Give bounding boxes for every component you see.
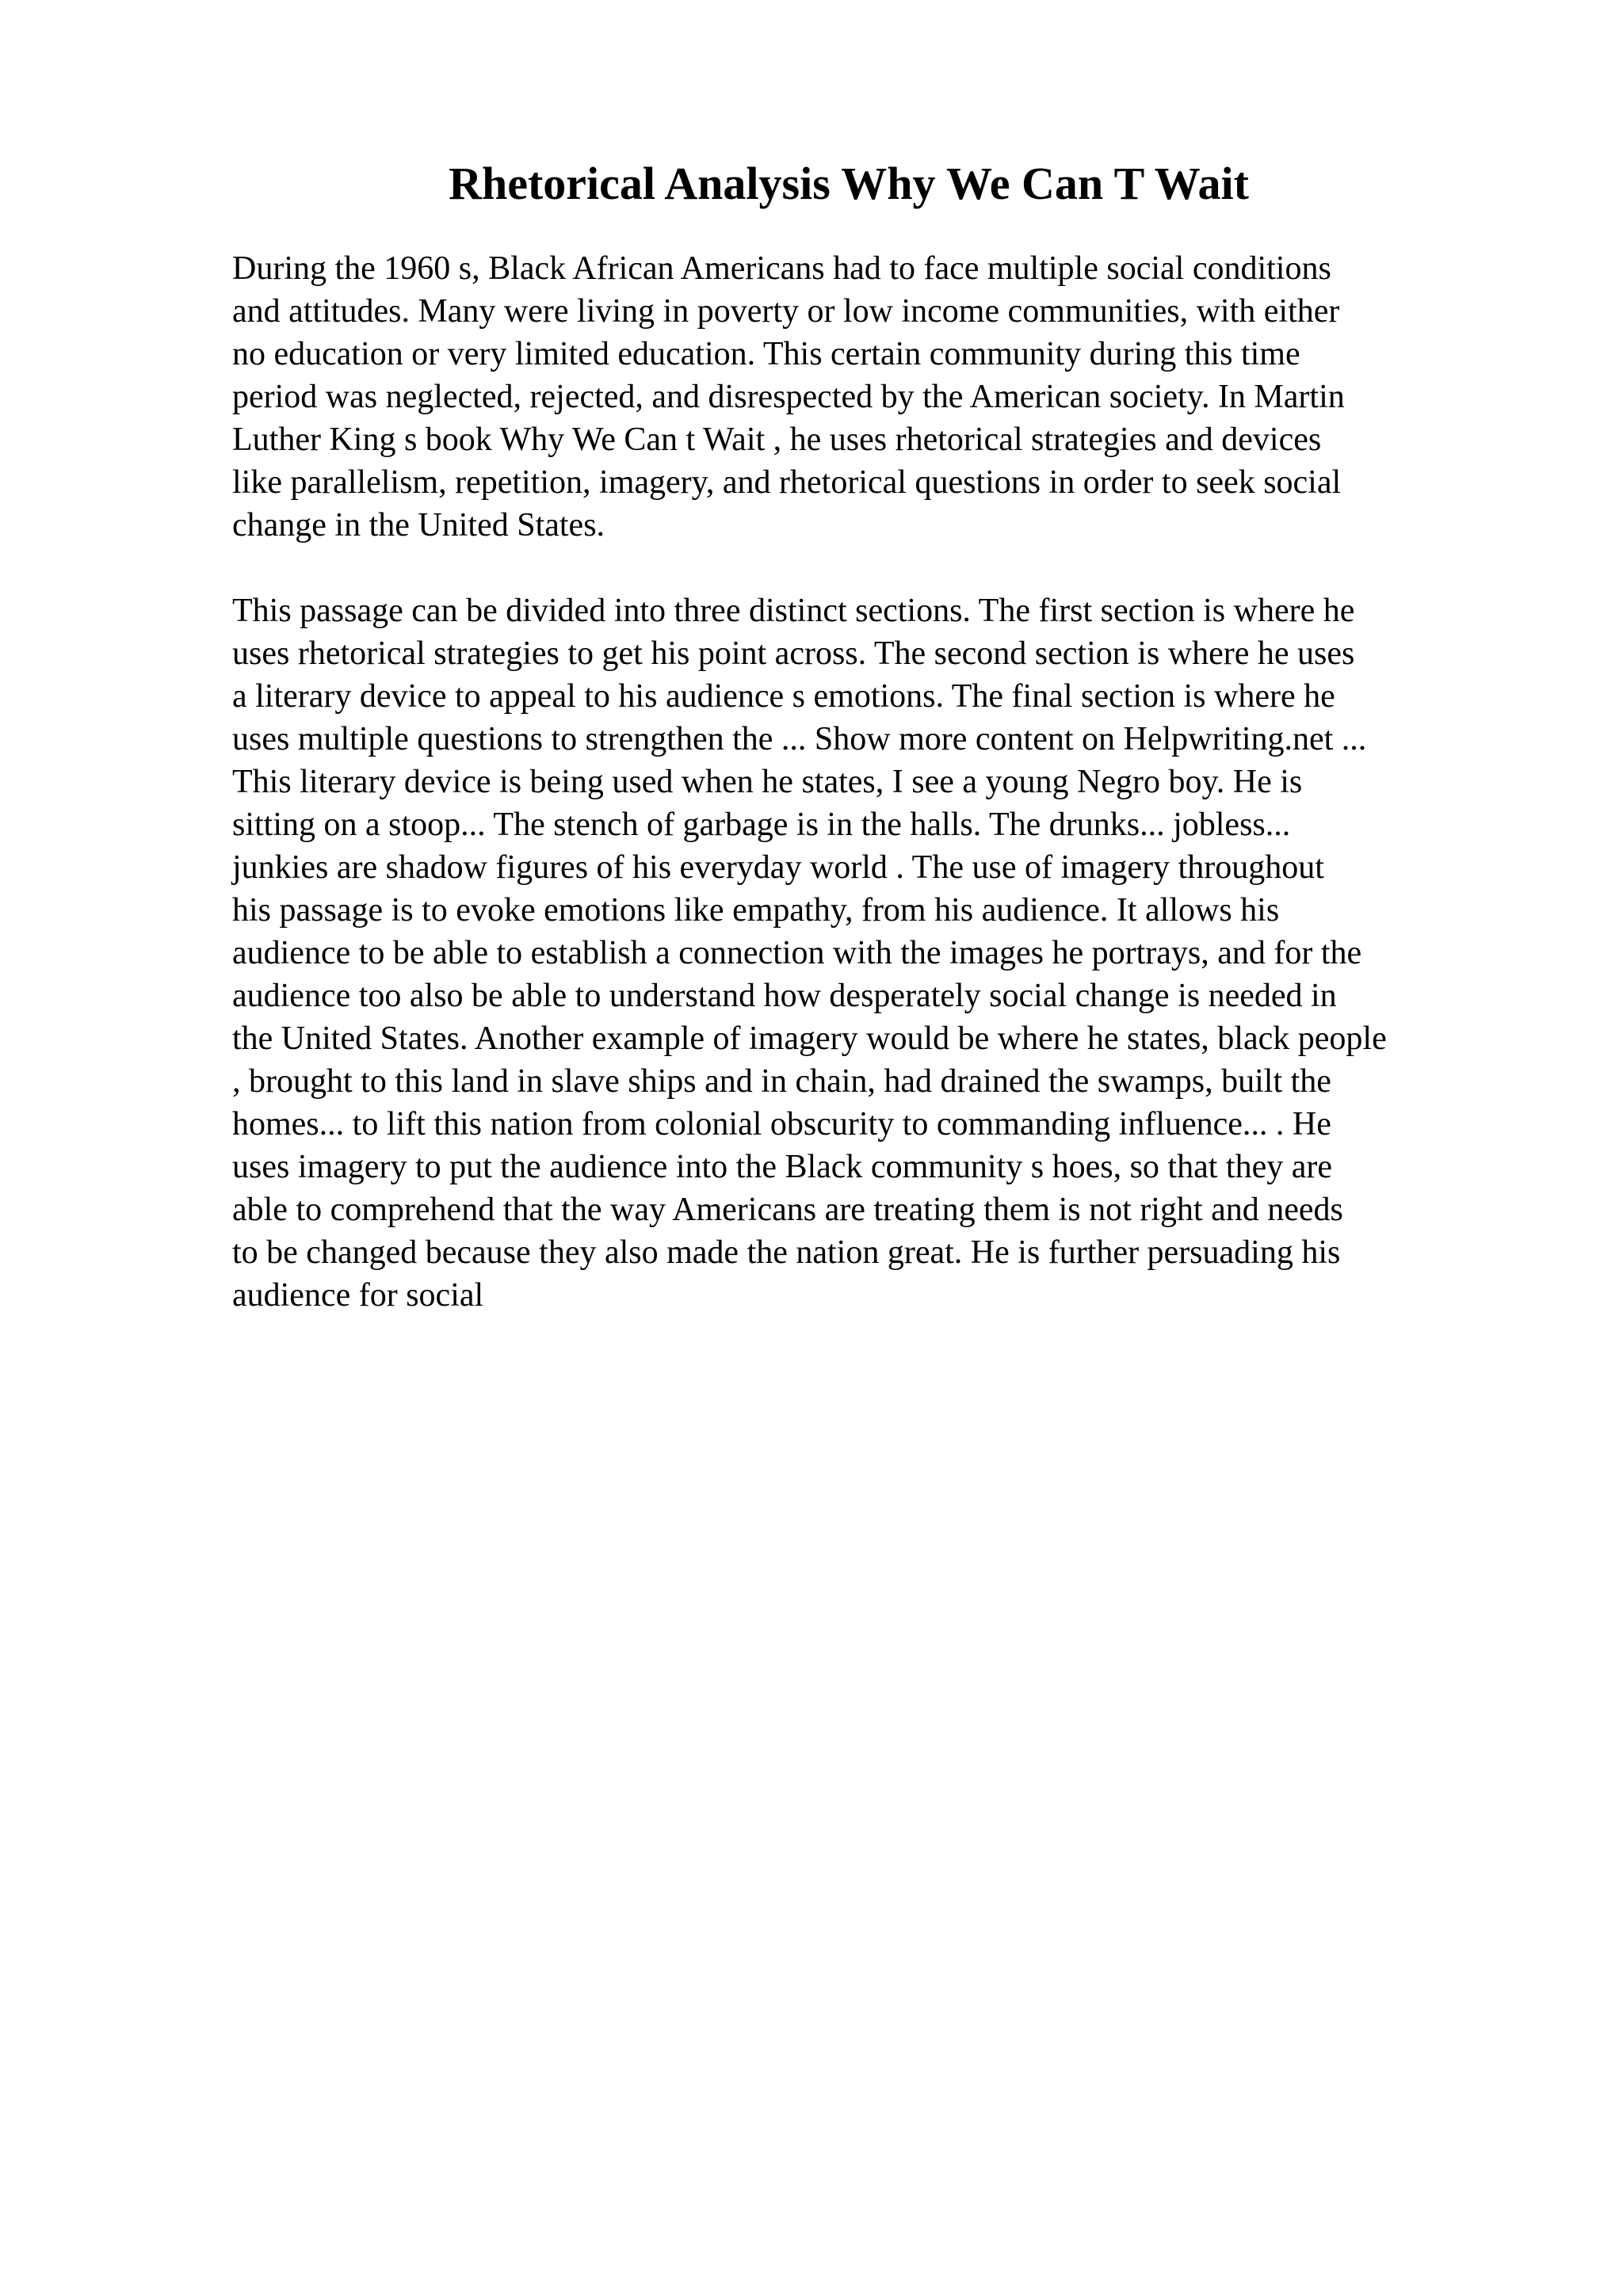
text-line: This passage can be divided into three distinct sections. The first section is where he xyxy=(232,593,1355,629)
text-line: Luther King s book Why We Can t Wait , he uses rhetorical strategies and devices xyxy=(232,421,1322,458)
text-line: audience for social xyxy=(232,1277,484,1314)
text-line: like parallelism, repetition, imagery, and rhetorical questions in order to seek social xyxy=(232,464,1342,501)
text-line: a literary device to appeal to his audience s emotions. The final section is where he xyxy=(232,678,1335,715)
text-line: audience too also be able to understand how desperately social change is needed in xyxy=(232,978,1337,1014)
text-line: , brought to this land in slave ships and in chain, had drained the swamps, built the xyxy=(232,1063,1331,1100)
text-line: During the 1960 s, Black African Americans had to face multiple social conditions xyxy=(232,250,1331,287)
text-line: homes... to lift this nation from colonial obscurity to commanding influence... . He xyxy=(232,1106,1331,1142)
text-line: junkies are shadow figures of his everyday world . The use of imagery throughout xyxy=(232,849,1324,886)
text-line: his passage is to evoke emotions like empathy, from his audience. It allows his xyxy=(232,892,1280,929)
text-line: uses imagery to put the audience into the Black community s hoes, so that they are xyxy=(232,1149,1332,1185)
text-line: and attitudes. Many were living in poverty or low income communities, with either xyxy=(232,293,1340,330)
text-line: to be changed because they also made the nation great. He is further persuading his xyxy=(232,1234,1341,1271)
text-line: uses multiple questions to strengthen the ... Show more content on Helpwriting.net ... xyxy=(232,721,1367,757)
text-line: sitting on a stoop... The stench of garbage is in the halls. The drunks... jobless... xyxy=(232,807,1291,843)
paragraph-2 xyxy=(232,589,1579,1317)
text-line: uses rhetorical strategies to get his point across. The second section is where he uses xyxy=(232,635,1355,672)
text-line: the United States. Another example of imagery would be where he states, black people xyxy=(232,1020,1387,1057)
text-line: period was neglected, rejected, and disrespected by the American society. In Martin xyxy=(232,379,1345,415)
text-line: This literary device is being used when he states, I see a young Negro boy. He is xyxy=(232,764,1303,800)
document-title: Rhetorical Analysis Why We Can T Wait xyxy=(449,158,1249,209)
text-line: no education or very limited education. This certain community during this time xyxy=(232,336,1300,372)
text-line: able to comprehend that the way Americans are treating them is not right and needs xyxy=(232,1192,1343,1228)
text-line: audience to be able to establish a connection with the images he portrays, and for the xyxy=(232,935,1362,971)
paragraph-1 xyxy=(232,247,1579,547)
text-line: change in the United States. xyxy=(232,507,605,543)
